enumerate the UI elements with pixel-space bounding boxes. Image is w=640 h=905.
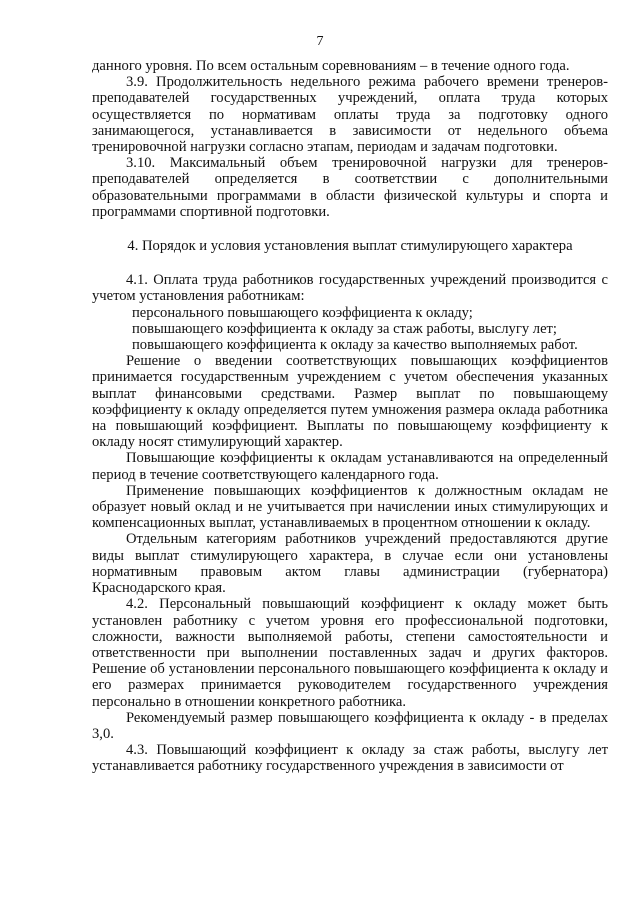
paragraph-4-1: 4.1. Оплата труда работников государственных учреждений производится с учетом установления работникам: <box>92 272 608 305</box>
list-item: персонального повышающего коэффициента к окладу; <box>132 304 473 321</box>
paragraph-3-10: 3.10. Максимальный объем тренировочной нагрузки для тренеров-преподавателей определяется в соответствии с дополнительными образовательными программами в области физической культуры и спорта и программами спортивной подготовки. <box>92 155 608 220</box>
paragraph-4-2: 4.2. Персональный повышающий коэффициент к окладу может быть установлен работнику с учетом уровня его профессиональной подготовки, сложности, важности выполняемой работы, степени самостоятельности и ответственности при выполнении поставленных задач и других факторов. Решение об установлении персонального повышающего коэффициента к окладу и его размерах принимается руководителем государственного учреждения персонально в отношении конкретного работника. <box>92 596 608 710</box>
page-number: 7 <box>316 34 324 49</box>
paragraph-4-3: 4.3. Повышающий коэффициент к окладу за стаж работы, выслугу лет устанавливается работнику государственного учреждения в зависимости от <box>92 742 608 775</box>
section-heading: 4. Порядок и условия установления выплат стимулирующего характера <box>127 238 573 255</box>
list-item: повышающего коэффициента к окладу за качество выполняемых работ. <box>132 337 578 354</box>
paragraph-recommended: Рекомендуемый размер повышающего коэффициента к окладу - в пределах 3,0. <box>92 709 608 742</box>
paragraph-decision: Решение о введении соответствующих повышающих коэффициентов принимается государственным учреждением с учетом обеспечения указанных выплат финансовыми средствами. Размер выплат по повышающему коэффициенту к окладу определяется путем умножения размера оклада работника на повышающий коэффициент. Выплаты по повышающему коэффициенту к окладу носят стимулирующий характер. <box>92 353 608 451</box>
paragraph-application: Применение повышающих коэффициентов к должностным окладам не образует новый оклад и не учитывается при начислении иных стимулирующих и компенсационных выплат, устанавливаемых в процентном отношении к окладу. <box>92 482 608 532</box>
paragraph-other-categories: Отдельным категориям работников учреждений предоставляются другие виды выплат стимулирующего характера, в случае если они установлены нормативным правовым актом главы администрации (губернатора) Краснодарского края. <box>92 531 608 597</box>
paragraph-continuation: данного уровня. По всем остальным соревнованиям – в течение одного года. <box>92 58 570 74</box>
paragraph-period: Повышающие коэффициенты к окладам устанавливаются на определенный период в течение соответствующего календарного года. <box>92 450 608 483</box>
list-item: повышающего коэффициента к окладу за стаж работы, выслугу лет; <box>132 320 557 337</box>
paragraph-3-9: 3.9. Продолжительность недельного режима рабочего времени тренеров-преподавателей государственных учреждений, оплата труда которых осуществляется по нормативам оплаты труда за подготовку одного занимающегося, устанавливается в зависимости от недельного объема тренировочной нагрузки согласно этапам, периодам и задачам подготовки. <box>92 74 608 156</box>
document-body <box>92 58 608 775</box>
